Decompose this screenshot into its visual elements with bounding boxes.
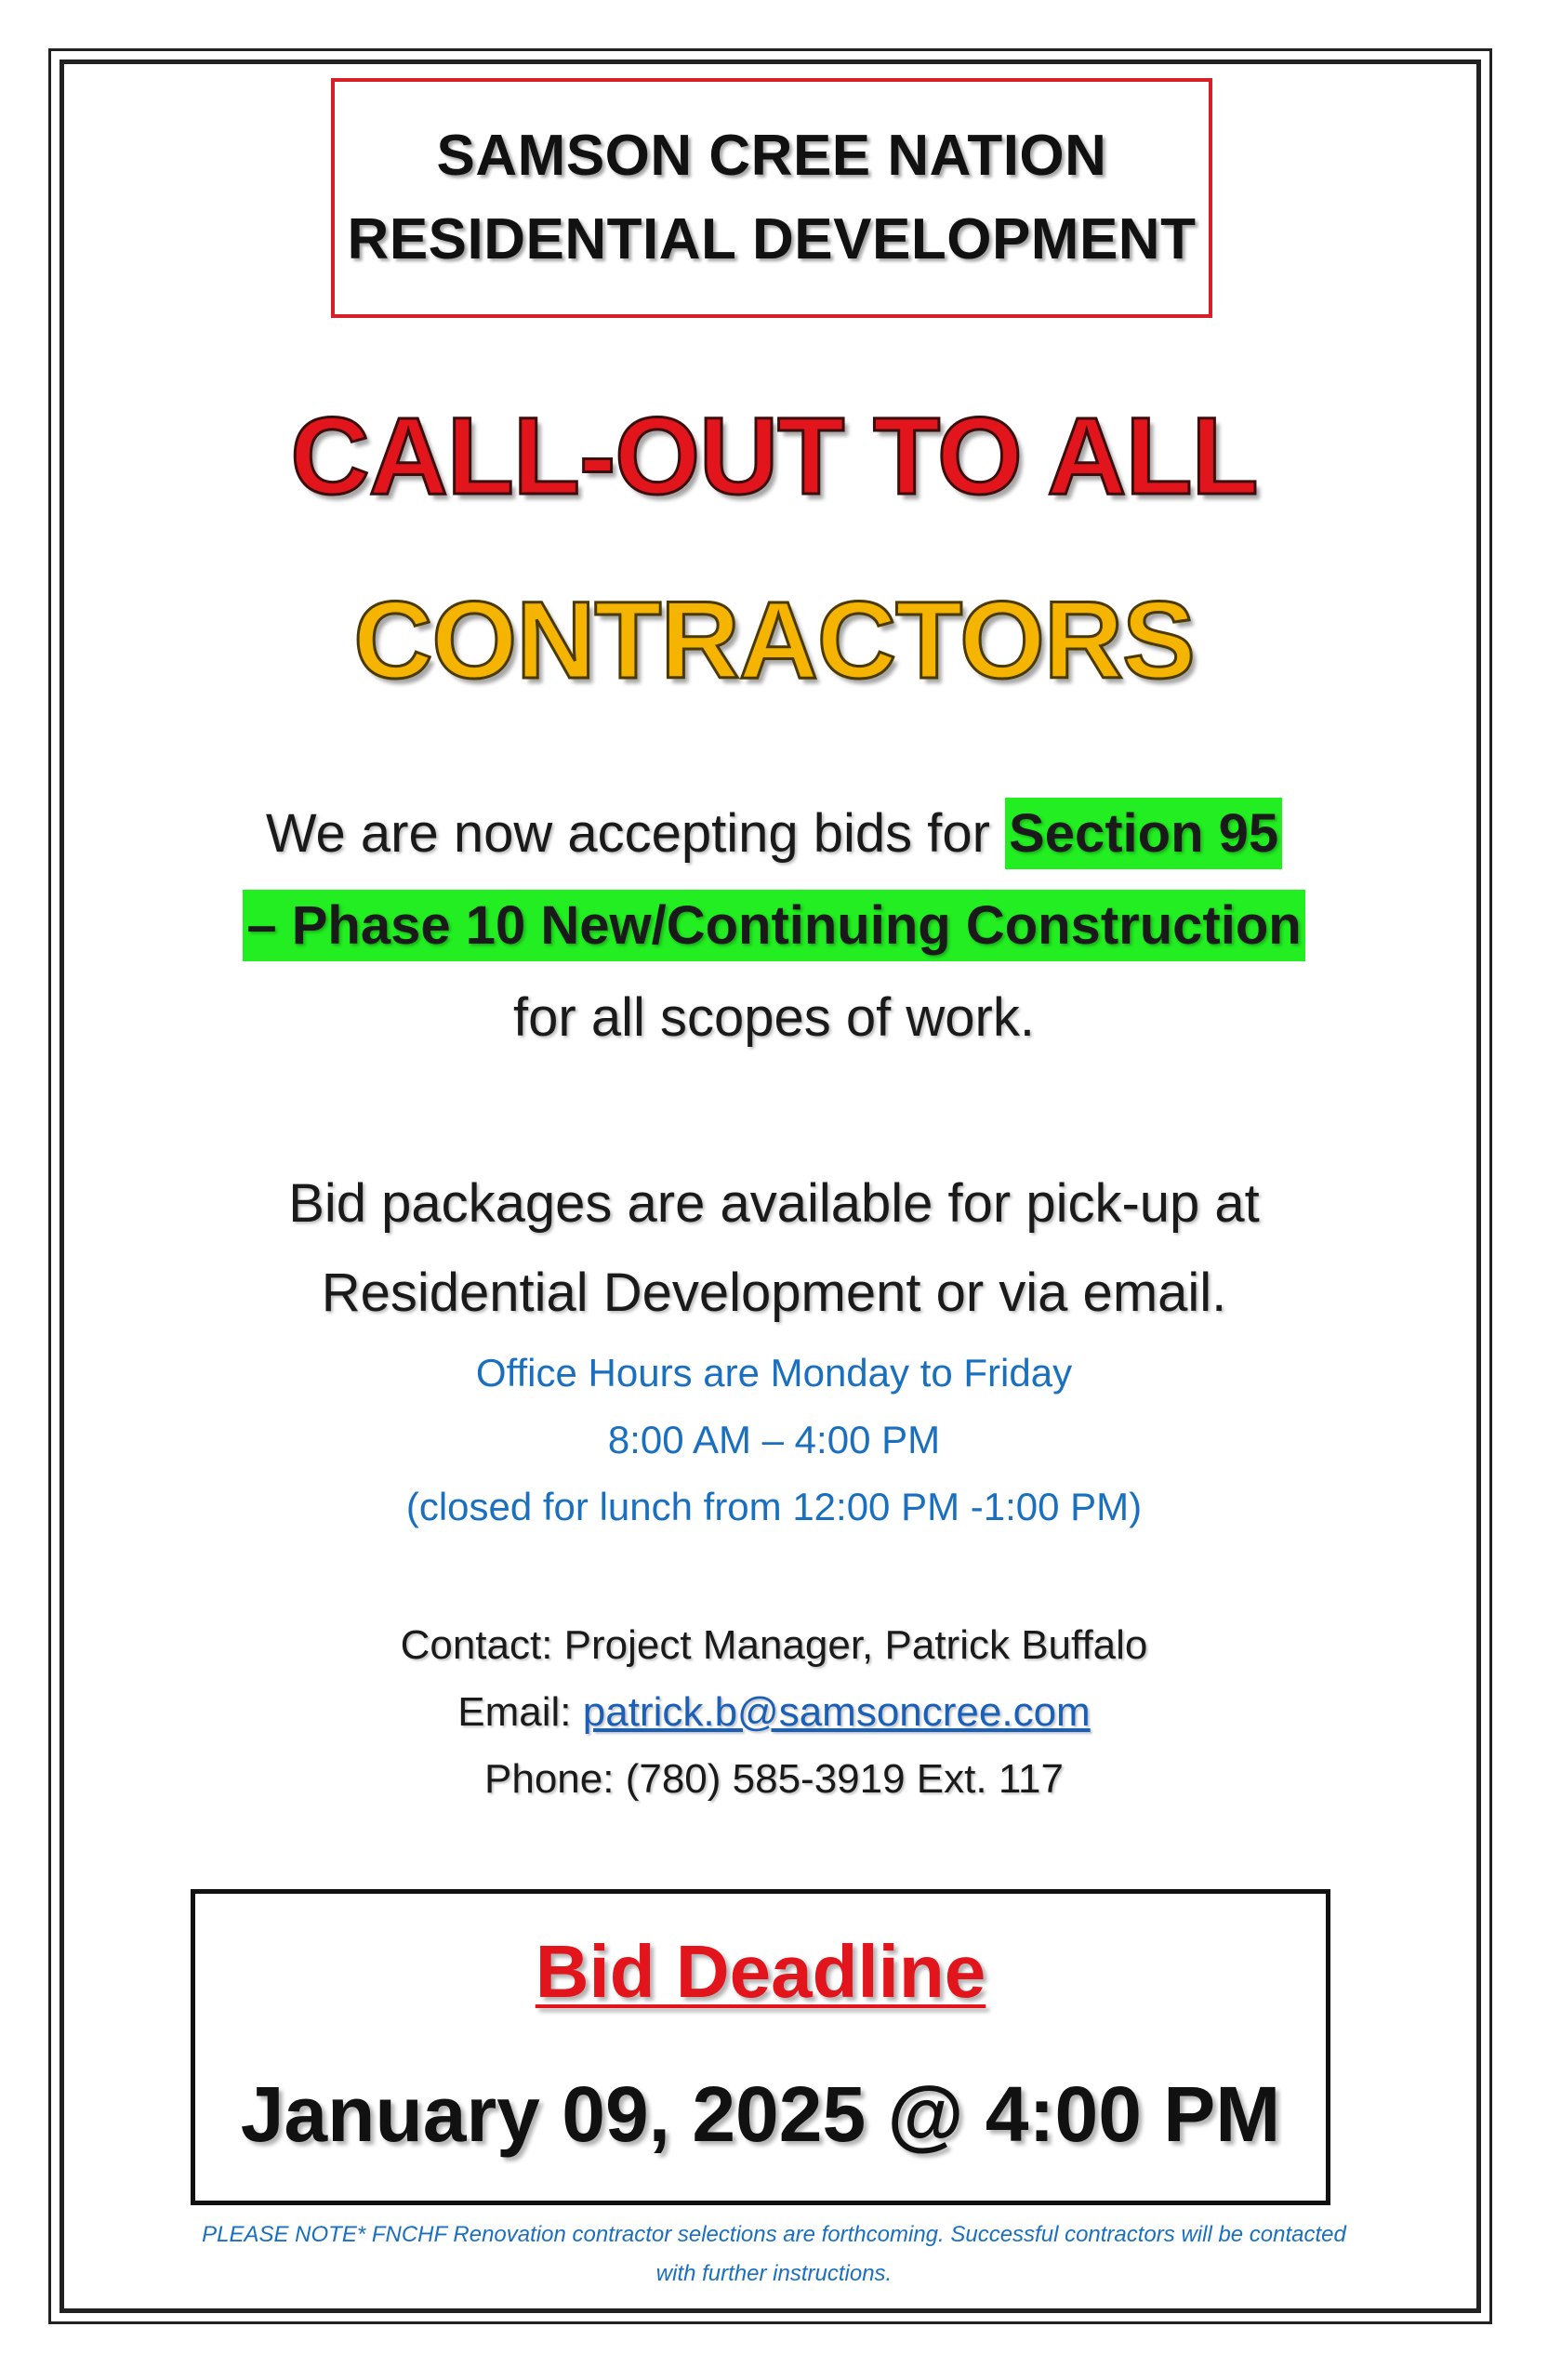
office-hours-time: 8:00 AM – 4:00 PM — [607, 1418, 941, 1461]
bid-packages-line2: Residential Development or via email. — [321, 1263, 1227, 1323]
office-hours-days: Office Hours are Monday to Friday — [475, 1351, 1073, 1395]
email-link[interactable]: patrick.b@samsoncree.com — [582, 1689, 1091, 1735]
footnote-line1: PLEASE NOTE* FNCHF Renovation contractor selections are forthcoming. Successful contractors will be contacted — [202, 2222, 1346, 2247]
organization-name: SAMSON CREE NATION — [436, 124, 1107, 188]
footnote-line2: with further instructions. — [655, 2261, 893, 2286]
intro-prefix: We are now accepting bids for — [265, 803, 1006, 864]
bid-packages-line1: Bid packages are available for pick-up at — [288, 1173, 1260, 1234]
contact-email-row — [0, 1689, 1548, 1735]
contact-phone: Phone: (780) 585-3919 Ext. 117 — [484, 1756, 1064, 1802]
email-label: Email: — [457, 1689, 583, 1735]
intro-highlight-section: Section 95 — [1005, 798, 1282, 869]
contact-name: Contact: Project Manager, Patrick Buffalo — [400, 1622, 1148, 1668]
department-name: RESIDENTIAL DEVELOPMENT — [347, 207, 1197, 271]
deadline-label: Bid Deadline — [535, 1930, 986, 2013]
callout-title-line2: CONTRACTORS — [353, 579, 1195, 702]
intro-line1 — [0, 803, 1548, 864]
deadline-date: January 09, 2025 @ 4:00 PM — [240, 2070, 1281, 2158]
intro-line2 — [0, 895, 1548, 956]
deadline-box — [191, 1889, 1330, 2205]
header-box — [331, 78, 1212, 318]
intro-highlight-phase: – Phase 10 New/Continuing Construction — [243, 890, 1304, 961]
callout-title-line1: CALL-OUT TO ALL — [290, 395, 1258, 518]
office-hours-lunch: (closed for lunch from 12:00 PM -1:00 PM) — [405, 1485, 1143, 1528]
intro-line3: for all scopes of work. — [513, 987, 1035, 1048]
